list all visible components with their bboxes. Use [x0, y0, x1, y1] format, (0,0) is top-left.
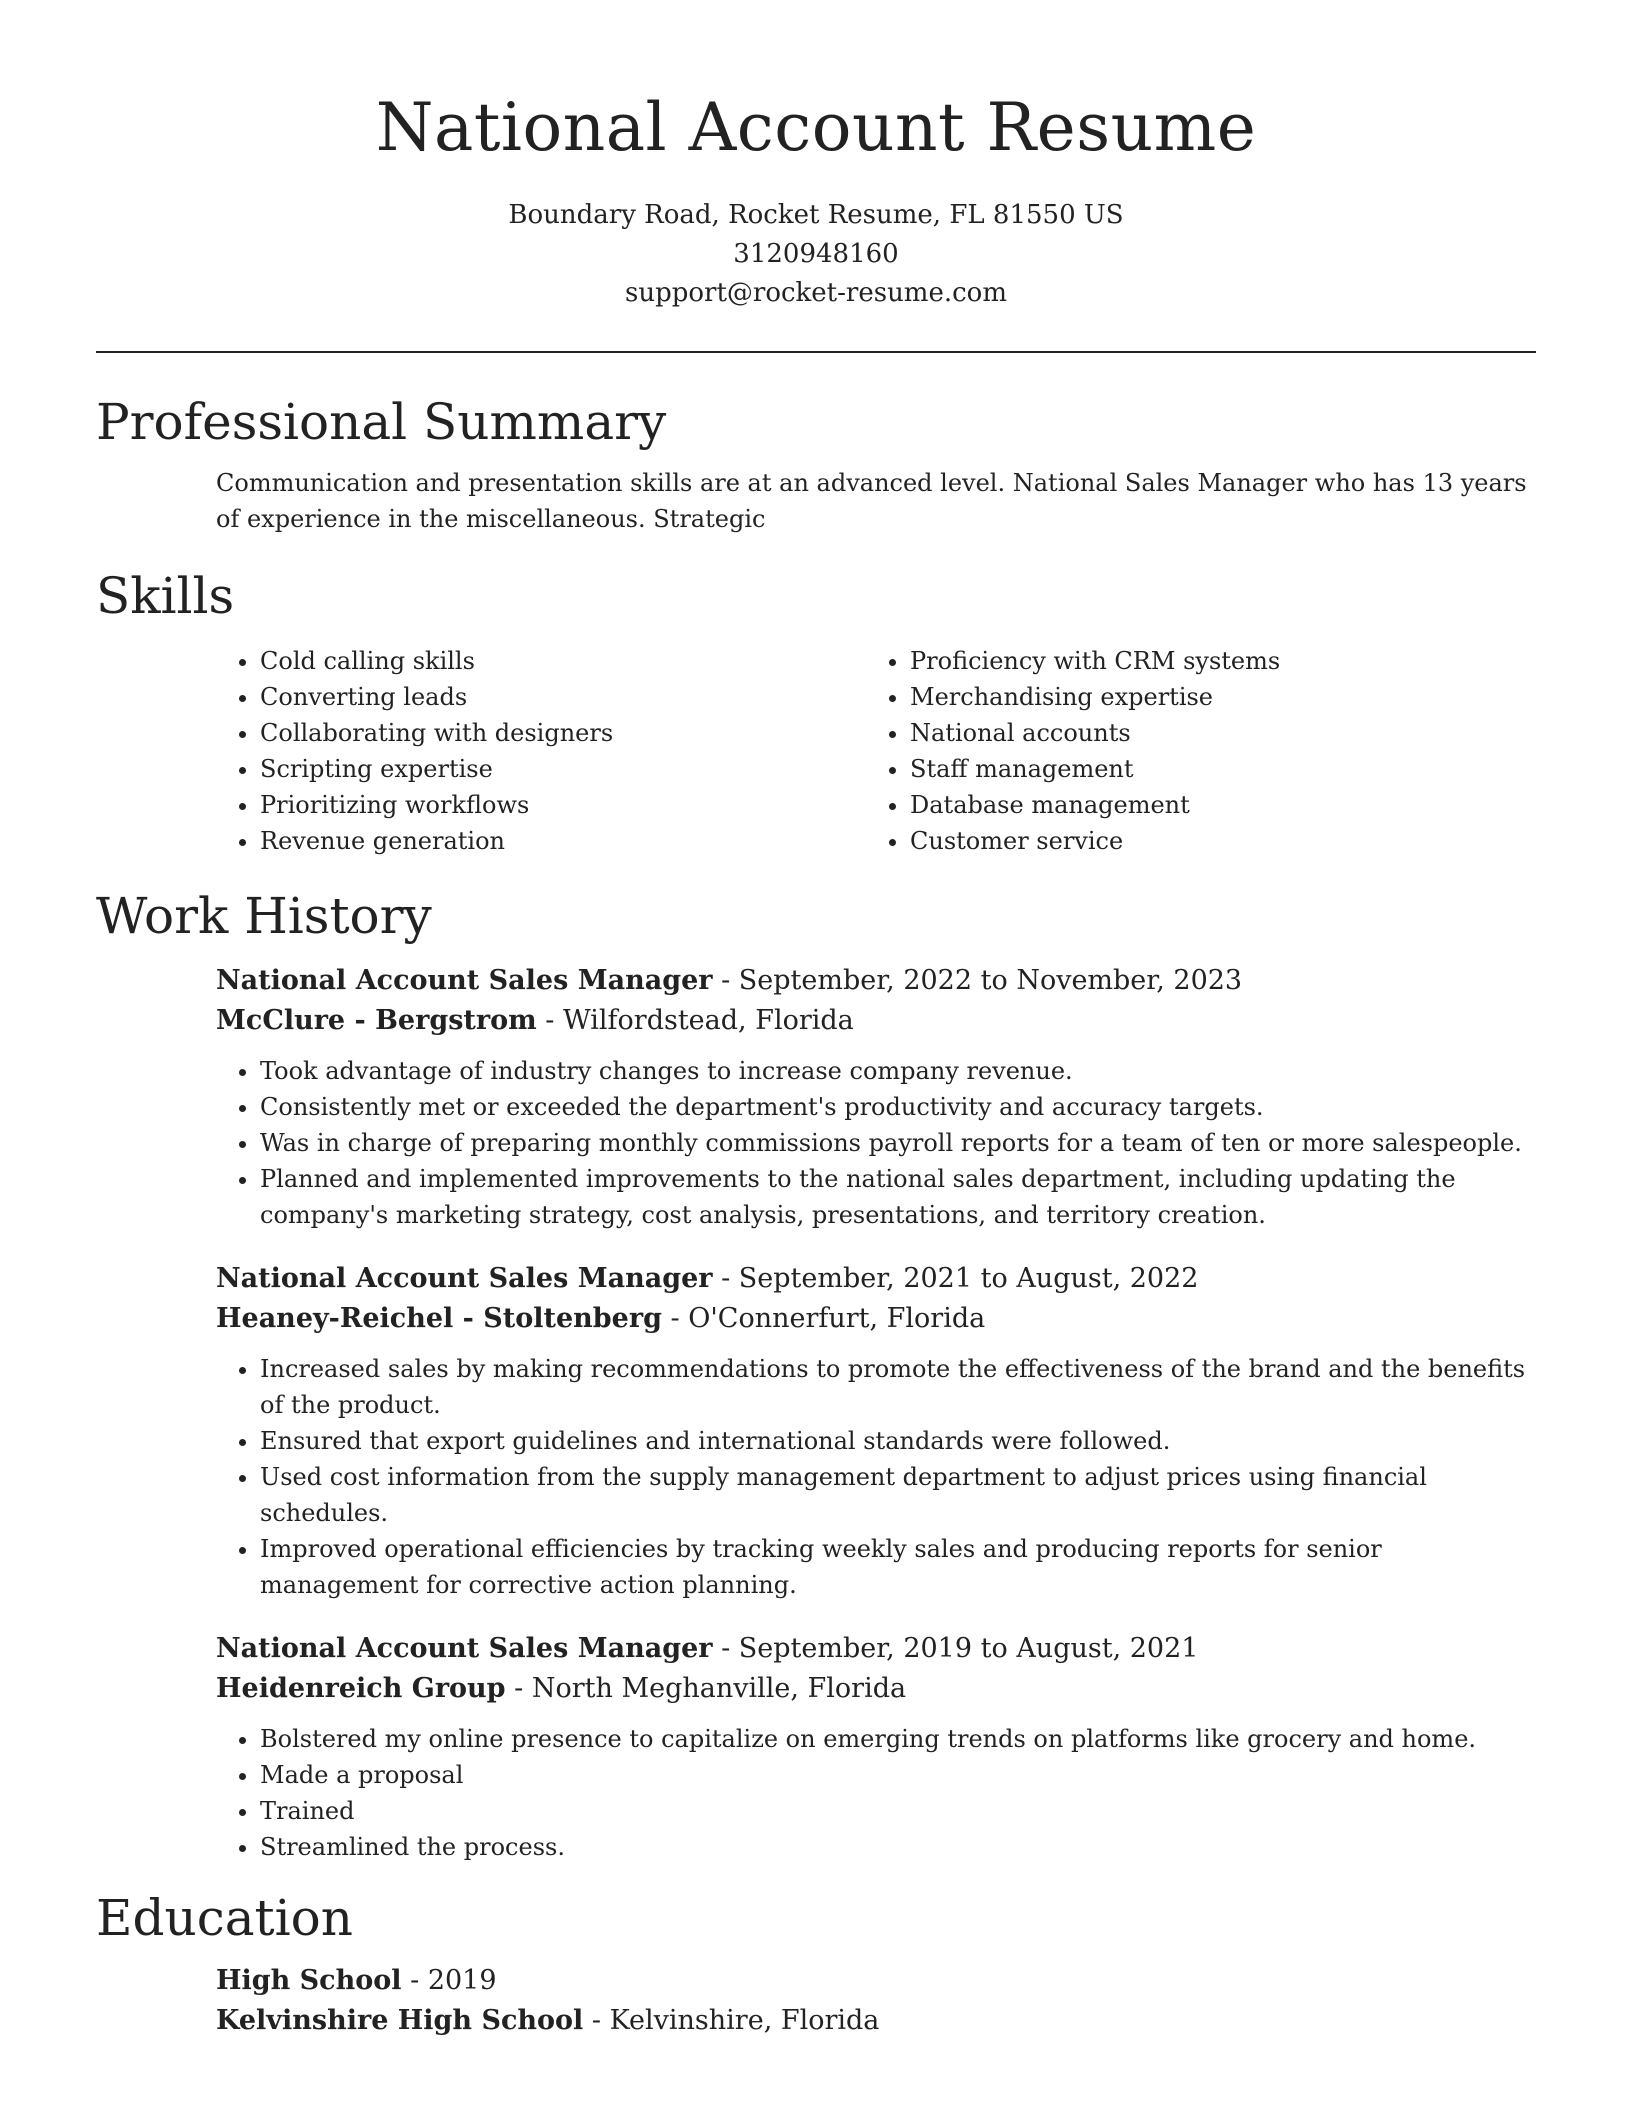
contact-phone: 3120948160 — [733, 239, 899, 269]
skill-item: • Proficiency with CRM systems — [910, 643, 1516, 679]
education-heading: Education — [96, 1889, 353, 1947]
job-bullet: • Made a proposal — [260, 1757, 1536, 1793]
skill-item: • Database management — [910, 787, 1516, 823]
job-dates: - September, 2021 to August, 2022 — [712, 1263, 1199, 1294]
job-bullet: • Used cost information from the supply management department to adjust prices using financial schedules. — [260, 1459, 1536, 1531]
resume-page — [96, 0, 1536, 2041]
summary-heading: Professional Summary — [96, 393, 667, 451]
skill-item: • Cold calling skills — [260, 643, 866, 679]
skill-item: • National accounts — [910, 715, 1516, 751]
job-title: National Account Sales Manager — [216, 1263, 713, 1294]
resume-name: National Account Resume — [375, 89, 1257, 166]
summary-section — [96, 391, 1536, 537]
education-section — [96, 1887, 1536, 2041]
skill-item: • Scripting expertise — [260, 751, 866, 787]
education-location: - Kelvinshire, Florida — [583, 2005, 880, 2036]
skills-section — [96, 565, 1536, 859]
job-bullet: • Planned and implemented improvements to the national sales department, including updating the company's marketing strategy, cost analysis, presentations, and territory creation. — [260, 1161, 1536, 1233]
job-entry — [216, 1629, 1536, 1865]
education-year: - 2019 — [401, 1965, 497, 1996]
job-title: National Account Sales Manager — [216, 1633, 713, 1664]
job-location: - North Meghanville, Florida — [505, 1673, 907, 1704]
contact-email: support@rocket-resume.com — [624, 278, 1007, 308]
job-bullet: • Took advantage of industry changes to increase company revenue. — [260, 1053, 1536, 1089]
skills-column-right — [866, 643, 1516, 859]
job-location: - Wilfordstead, Florida — [536, 1005, 854, 1036]
education-degree-line — [216, 1961, 1536, 2001]
header-divider — [96, 351, 1536, 353]
job-bullets — [216, 1351, 1536, 1603]
summary-text: Communication and presentation skills are at an advanced level. National Sales Manager who has 13 years of experience in the miscellaneous. Strategic — [216, 469, 1527, 533]
resume-header — [96, 0, 1536, 313]
job-dates: - September, 2022 to November, 2023 — [712, 965, 1243, 996]
job-bullet: • Consistently met or exceeded the department's productivity and accuracy targets. — [260, 1089, 1536, 1125]
skill-item: • Collaborating with designers — [260, 715, 866, 751]
job-title-line — [216, 1259, 1536, 1299]
work-history-section — [96, 885, 1536, 1865]
skill-item: • Revenue generation — [260, 823, 866, 859]
job-bullet: • Streamlined the process. — [260, 1829, 1536, 1865]
skill-item: • Customer service — [910, 823, 1516, 859]
contact-address: Boundary Road, Rocket Resume, FL 81550 US — [508, 200, 1124, 230]
skill-item: • Prioritizing workflows — [260, 787, 866, 823]
job-location: - O'Connerfurt, Florida — [661, 1303, 986, 1334]
job-title-line — [216, 1629, 1536, 1669]
contact-block — [96, 196, 1536, 313]
job-bullet: • Was in charge of preparing monthly commissions payroll reports for a team of ten or more salespeople. — [260, 1125, 1536, 1161]
education-school-line — [216, 2001, 1536, 2041]
work-history-heading: Work History — [96, 887, 432, 945]
job-bullets — [216, 1721, 1536, 1865]
job-company-line — [216, 1299, 1536, 1339]
job-entry — [216, 961, 1536, 1233]
job-bullets — [216, 1053, 1536, 1233]
skills-heading: Skills — [96, 567, 235, 625]
job-bullet: • Ensured that export guidelines and international standards were followed. — [260, 1423, 1536, 1459]
skills-list — [216, 643, 1536, 859]
job-company-line — [216, 1669, 1536, 1709]
job-entry — [216, 1259, 1536, 1603]
job-bullet: • Bolstered my online presence to capitalize on emerging trends on platforms like grocery and home. — [260, 1721, 1536, 1757]
skills-column-left — [216, 643, 866, 859]
job-company-line — [216, 1001, 1536, 1041]
education-degree: High School — [216, 1965, 402, 1996]
job-company: McClure - Bergstrom — [216, 1005, 537, 1036]
job-company: Heidenreich Group — [216, 1673, 506, 1704]
job-title-line — [216, 961, 1536, 1001]
job-bullet: • Increased sales by making recommendations to promote the effectiveness of the brand and the benefits of the product. — [260, 1351, 1536, 1423]
education-school: Kelvinshire High School — [216, 2005, 584, 2036]
job-title: National Account Sales Manager — [216, 965, 713, 996]
education-entry — [216, 1961, 1536, 2041]
job-bullet: • Trained — [260, 1793, 1536, 1829]
skill-item: • Merchandising expertise — [910, 679, 1516, 715]
skill-item: • Staff management — [910, 751, 1516, 787]
job-company: Heaney-Reichel - Stoltenberg — [216, 1303, 662, 1334]
job-bullet: • Improved operational efficiencies by tracking weekly sales and producing reports for senior management for corrective action planning. — [260, 1531, 1536, 1603]
job-dates: - September, 2019 to August, 2021 — [712, 1633, 1199, 1664]
skill-item: • Converting leads — [260, 679, 866, 715]
